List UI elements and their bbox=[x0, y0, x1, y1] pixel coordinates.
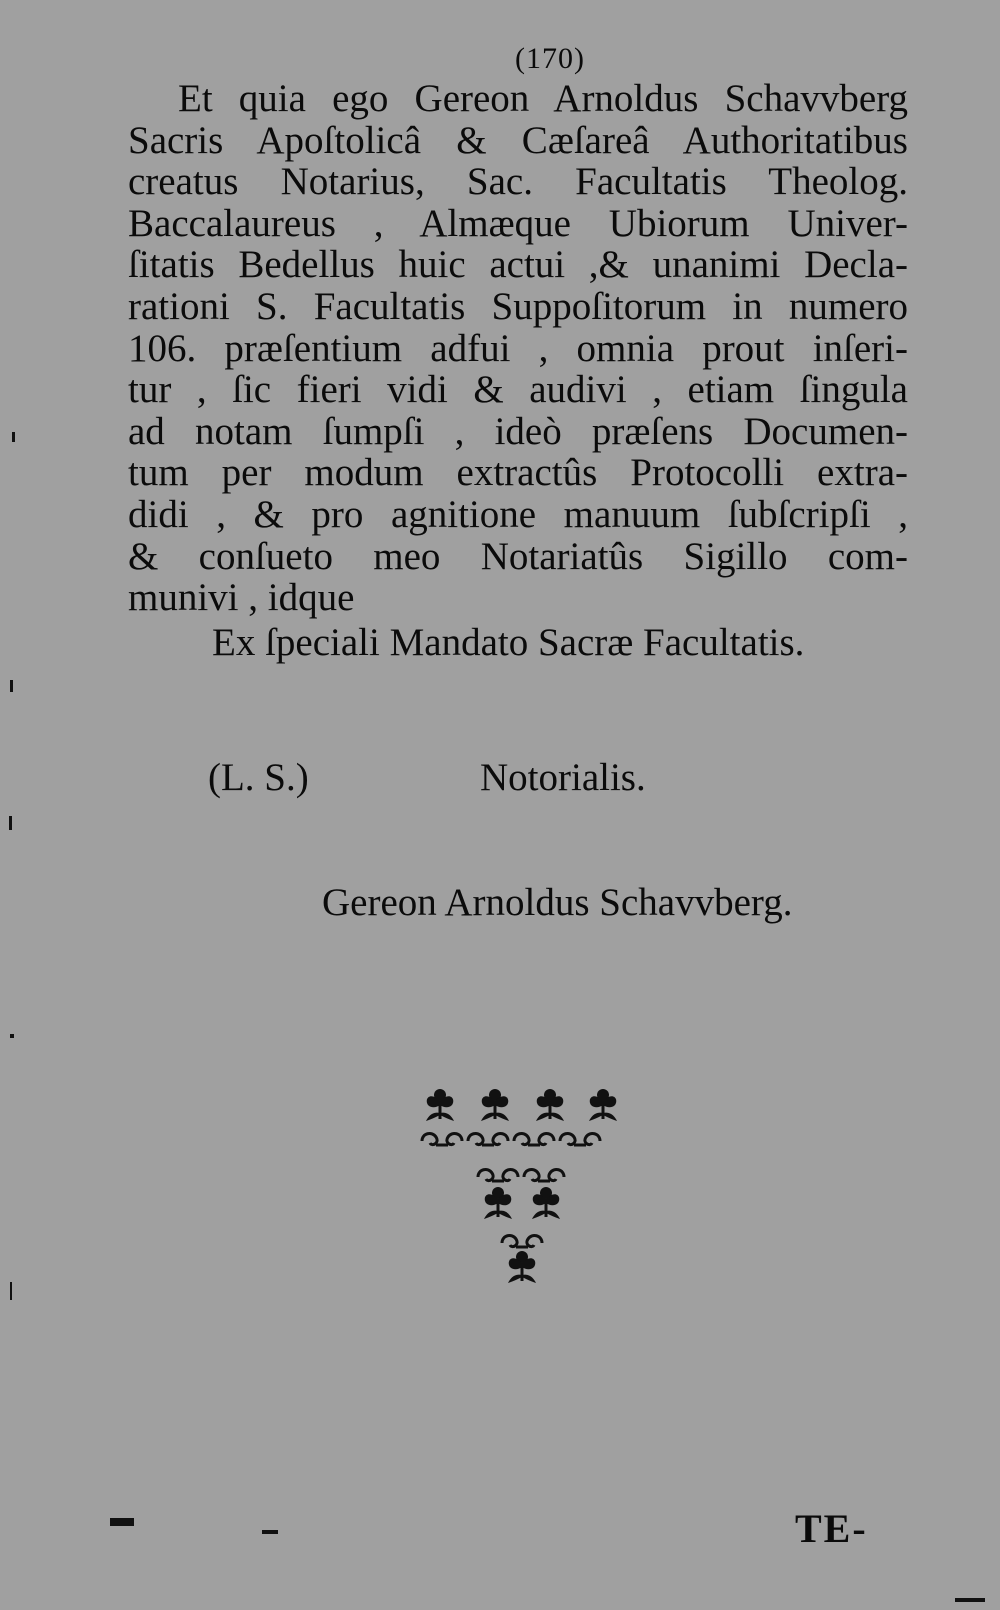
text-line: Et quia ego Gereon Arnoldus Schavvberg bbox=[178, 77, 908, 120]
page-number: (170) bbox=[515, 42, 585, 75]
notorial-label: Notorialis. bbox=[480, 756, 646, 799]
text-line: Sacris Apoſtolicâ & Cæſareâ Authoritatibus bbox=[128, 118, 908, 162]
scan-speck bbox=[955, 1598, 985, 1602]
scan-speck bbox=[10, 680, 13, 692]
scan-speck bbox=[262, 1530, 278, 1534]
seal-mark: (L. S.) bbox=[208, 756, 309, 799]
scan-speck bbox=[110, 1518, 134, 1526]
notarial-attestation-text bbox=[128, 78, 908, 619]
text-line: ad notam ſumpſi , ideò præſens Documen- bbox=[128, 409, 908, 453]
text-line: munivi , idque bbox=[128, 576, 355, 620]
text-line: & conſueto meo Notariatûs Sigillo com- bbox=[128, 534, 908, 578]
scan-speck bbox=[10, 1034, 14, 1038]
text-line: ſitatis Bedellus huic actui ,& unanimi Decla- bbox=[128, 243, 908, 287]
closing-line: Ex ſpeciali Mandato Sacræ Facultatis. bbox=[212, 621, 805, 664]
text-line: tur , ſic fieri vidi & audivi , etiam ſingula bbox=[128, 368, 908, 412]
text-line: Baccalaureus , Almæque Ubiorum Univer- bbox=[128, 201, 908, 245]
text-line: tum per modum extractûs Protocolli extra- bbox=[128, 451, 908, 495]
text-line: creatus Notarius, Sac. Facultatis Theolog. bbox=[128, 160, 908, 204]
scan-speck bbox=[10, 1282, 12, 1300]
text-line: didi , & pro agnitione manuum ſubſcripſi , bbox=[128, 492, 908, 536]
scan-speck bbox=[12, 432, 15, 442]
catchword: TE- bbox=[795, 1506, 868, 1551]
signature-line: Gereon Arnoldus Schavvberg. bbox=[322, 881, 793, 924]
text-line: 106. præſentium adfui , omnia prout inſeri- bbox=[128, 326, 908, 370]
scan-speck bbox=[9, 816, 12, 830]
fleuron-ornament-icon bbox=[418, 1085, 628, 1295]
text-line: rationi S. Facultatis Suppoſitorum in numero bbox=[128, 284, 908, 328]
